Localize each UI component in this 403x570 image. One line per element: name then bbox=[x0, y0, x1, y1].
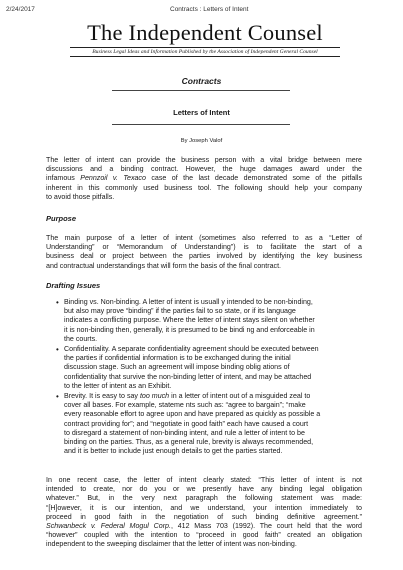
bullet-line: it is non-binding then, generally, it is presumed to be bindi ng and enforceable in bbox=[64, 325, 315, 334]
print-date: 2/24/2017 bbox=[6, 6, 35, 13]
drafting-bullet-list bbox=[58, 298, 364, 457]
purpose-paragraph bbox=[46, 234, 362, 271]
bullet-line: binding on the parties. Thus, as a general rule, brevity is always recommended, bbox=[64, 438, 314, 447]
print-title: Contracts : Letters of Intent bbox=[170, 6, 249, 13]
intro-line: to avoid those pitfalls. bbox=[46, 192, 115, 201]
purpose-line: business deal or project between the parties involved by identifying the key business bbox=[46, 252, 362, 261]
bullet-line: every reasonable effort to agree upon and have prepared as quickly as possible a bbox=[64, 410, 321, 419]
byline: By Joseph Valof bbox=[180, 138, 223, 144]
bullet-confidentiality bbox=[58, 345, 364, 391]
bullet-line: and it is better to include just enough details to get the parties started. bbox=[64, 447, 283, 456]
divider-bottom bbox=[112, 124, 290, 125]
bullet-line: the parties if confidential information is to be exchanged during the initial bbox=[64, 354, 291, 363]
intro-line: infamous Pennzoil v. Texaco case of the last decade demonstrated some of the pitfalls bbox=[46, 174, 362, 183]
bullet-line: Confidentiality. A separate confidentiality agreement should be executed between bbox=[64, 345, 319, 354]
bullet-dot-icon: • bbox=[56, 392, 59, 402]
document-title: Letters of Intent bbox=[173, 108, 230, 117]
drafting-heading: Drafting Issues bbox=[46, 281, 101, 290]
masthead-rule-bottom bbox=[70, 56, 340, 57]
bullet-line: Binding vs. Non-binding. A letter of intent is usuall y intended to be non-binding, bbox=[64, 298, 313, 306]
bullet-line: discussion stage. Such an agreement will impose binding oblig ations of bbox=[64, 363, 290, 372]
closing-paragraph bbox=[46, 476, 362, 550]
purpose-line: Understanding” or “Memorandum of Understanding”) is to facilitate the start of a bbox=[46, 243, 362, 252]
bullet-line: indicates a conflicting purpose. Where the letter of intent stays silent on whether bbox=[64, 316, 315, 325]
bullet-dot-icon: • bbox=[56, 345, 59, 355]
intro-paragraph bbox=[46, 156, 362, 202]
bullet-line: but also may prove “binding” if the parties fail to so state, or if its language bbox=[64, 307, 296, 316]
bullet-line: Brevity. It is easy to say too much in a letter of intent out of a misguided zeal to bbox=[64, 392, 311, 401]
bullet-line: confidentiality that survive the non-binding letter of intent, and may be attached bbox=[64, 372, 312, 381]
closing-line: “[H]owever, it is our intention, and we understand, your intention immediately to bbox=[46, 503, 362, 512]
closing-line: independent to the sweeping disclaimer that the letter of intent was non-binding. bbox=[46, 540, 297, 549]
divider-top bbox=[112, 90, 290, 91]
purpose-heading: Purpose bbox=[46, 214, 77, 223]
intro-line: discussions and a binding contract. However, the huge damages award under the bbox=[46, 165, 362, 174]
masthead bbox=[70, 20, 340, 57]
bullet-line: to the letter of intent as an Exhibit. bbox=[64, 381, 172, 390]
closing-line: In one recent case, the letter of intent clearly stated: “This letter of intent is not bbox=[46, 476, 362, 484]
bullet-binding bbox=[58, 298, 364, 344]
bullet-line: to disregard a statement of non-binding intent, and rule a letter of intent to be bbox=[64, 428, 305, 437]
closing-line: whatever.” But, in the very next paragraph the following statement was made: bbox=[46, 494, 362, 503]
purpose-line: The main purpose of a letter of intent (sometimes also referred to as a “Letter of bbox=[46, 234, 362, 242]
intro-line: The letter of intent can provide the business person with a vital bridge between mere bbox=[46, 156, 362, 164]
bullet-dot-icon: • bbox=[56, 298, 59, 307]
closing-line: “however” coupled with the intention to “proceed in good faith” created an obligation bbox=[46, 531, 362, 540]
section-title: Contracts bbox=[181, 76, 222, 86]
bullet-brevity bbox=[58, 392, 364, 456]
masthead-title: The Independent Counsel bbox=[87, 20, 323, 45]
bullet-line: contract providing for”; and “negotiate in good faith” each have caused a court bbox=[64, 419, 309, 428]
bullet-line: the courts. bbox=[64, 334, 98, 343]
closing-line: Schwanbeck v. Federal Mogul Corp., 412 Mass 703 (1992). The court held that the word bbox=[46, 522, 362, 531]
purpose-line: and contractual understandings that will form the basis of the final contract. bbox=[46, 261, 282, 270]
closing-line: proceed in good faith in the negotiation of such binding definitive agreement.” bbox=[46, 512, 362, 521]
bullet-line: cover all bases. For example, stateme nts such as: “agree to bargain”; “make bbox=[64, 401, 306, 410]
intro-line: inherent in this commonly used business tool. The following should help your company bbox=[46, 183, 362, 192]
closing-line: intended to create, nor do you or we presently have any binding legal obligation bbox=[46, 485, 362, 494]
masthead-tagline: Business Legal Ideas and Information Published by the Association of Independent General Counsel bbox=[92, 49, 318, 55]
